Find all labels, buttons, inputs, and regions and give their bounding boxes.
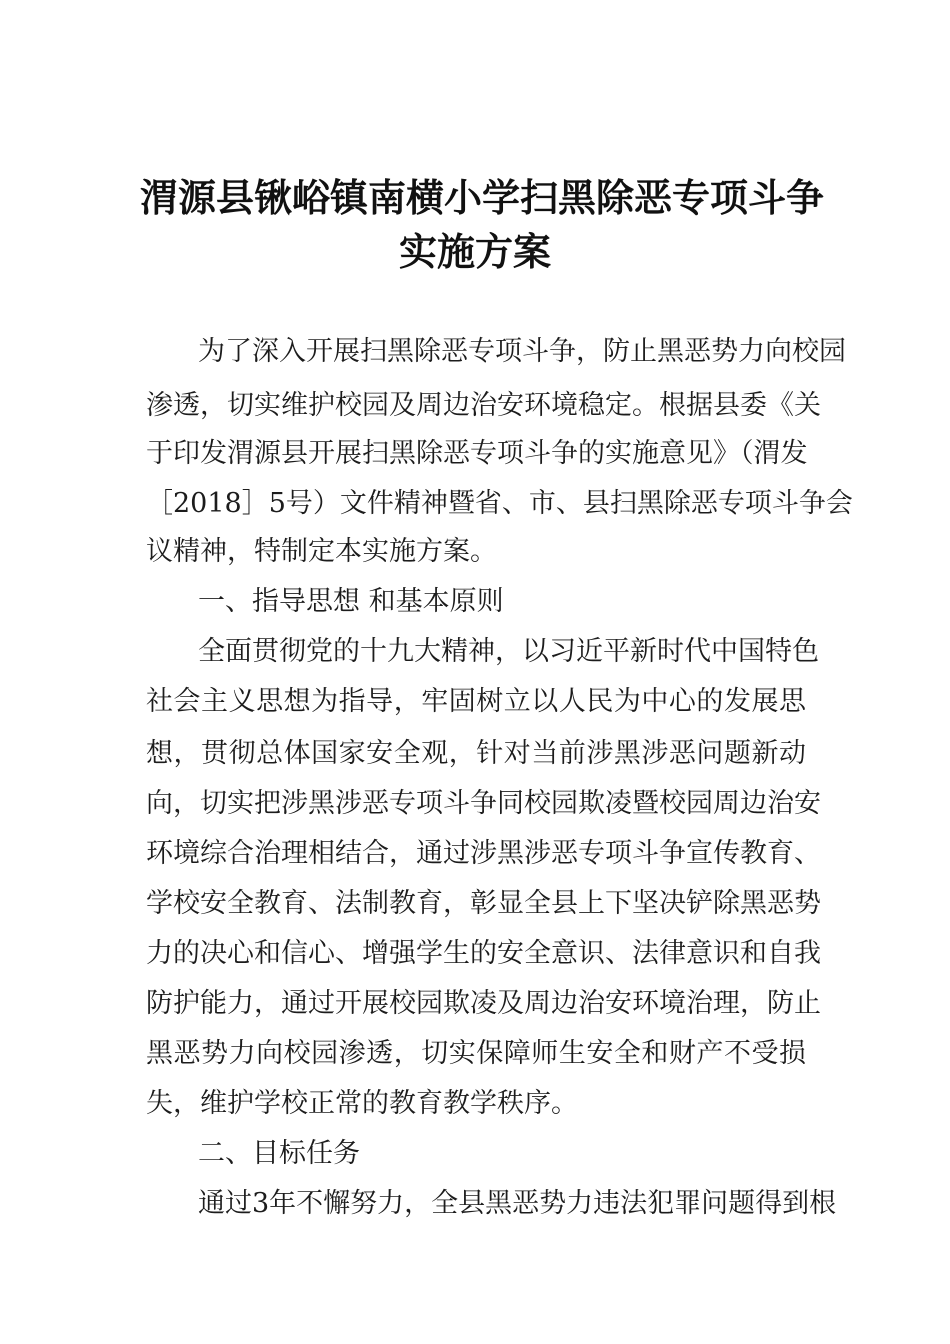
section-heading-2: 二、目标任务 [198, 1138, 360, 1169]
paragraph-line: ［2018］5号）文件精神暨省、市、县扫黑除恶专项斗争会 [146, 488, 853, 519]
paragraph-line: 环境综合治理相结合，通过涉黑涉恶专项斗争宣传教育、 [146, 838, 821, 869]
paragraph-line: 为了深入开展扫黑除恶专项斗争，防止黑恶势力向校园 [198, 336, 846, 367]
paragraph-line: 通过3年不懈努力，全县黑恶势力违法犯罪问题得到根 [198, 1188, 837, 1219]
paragraph-line: 想，贯彻总体国家安全观，针对当前涉黑涉恶问题新动 [146, 738, 806, 769]
paragraph-line: 失，维护学校正常的教育教学秩序。 [146, 1088, 578, 1119]
section-heading-1: 一、指导思想 和基本原则 [198, 586, 504, 617]
paragraph-line: 社会主义思想为指导，牢固树立以人民为中心的发展思 [146, 686, 806, 717]
paragraph-line: 于印发渭源县开展扫黑除恶专项斗争的实施意见》（渭发 [146, 438, 808, 469]
paragraph-line: 黑恶势力向校园渗透，切实保障师生安全和财产不受损 [146, 1038, 806, 1069]
paragraph-line: 学校安全教育、法制教育，彰显全县上下坚决铲除黑恶势 [146, 888, 821, 919]
document-title-line-2: 实施方案 [398, 229, 551, 274]
paragraph-line: 防护能力，通过开展校园欺凌及周边治安环境治理，防止 [146, 988, 821, 1019]
paragraph-line: 议精神，特制定本实施方案。 [146, 536, 497, 567]
paragraph-line: 力的决心和信心、增强学生的安全意识、法律意识和自我 [146, 938, 821, 969]
paragraph-line: 全面贯彻党的十九大精神，以习近平新时代中国特色 [198, 636, 819, 667]
document-title-line-1: 渭源县锹峪镇南横小学扫黑除恶专项斗争 [140, 175, 825, 220]
paragraph-line: 向，切实把涉黑涉恶专项斗争同校园欺凌暨校园周边治安 [146, 788, 821, 819]
paragraph-line: 渗透，切实维护校园及周边治安环境稳定。根据县委《关 [146, 390, 821, 421]
